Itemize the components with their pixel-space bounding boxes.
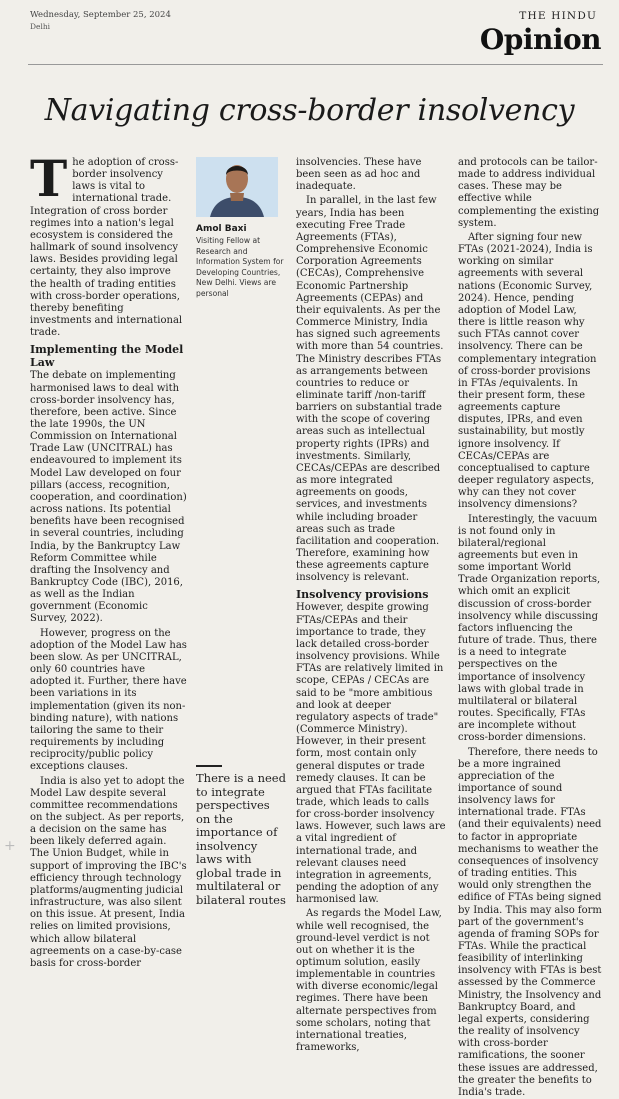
paragraph: As regards the Model Law, while well recognised, the ground-level verdict is not out on whether it is the optimum solution, easily implementable in countries with diverse economic/legal regimes. There have been alternate perspectives from some scholars, noting that international treaties, frameworks, <box>296 908 446 1054</box>
paragraph: However, despite growing FTAs/CEPAs and their importance to trade, they lack detailed cross-border insolvency provisions. While FTAs are relatively limited in scope, CEPAs / CECAs are said to be "more ambitious and look at deeper regulatory aspects of trade" (Commerce Ministry). However, in their present form, most contain only general disputes or trade remedy clauses. It can be argued that FTAs facilitate trade, which leads to calls for cross-border insolvency laws. However, such laws are a vital ingredient of international trade, and relevant clauses need integration in agreements, pending the adoption of any harmonised law. <box>296 602 446 906</box>
paragraph: Interestingly, the vacuum is not found only in bilateral/regional agreements but even in some important World Trade Organization reports, which omit an explicit discussion of cross-border insolvency while discussing factors influencing the future of trade. Thus, there is a need to integrate perspectives on the importance of insolvency laws with global trade in multilateral or bilateral routes. Specifically, FTAs are incomplete without cross-border dimensions. <box>458 514 603 745</box>
author-bio: Visiting Fellow at Research and Information System for Developing Countries, New Delhi. Views are personal <box>196 236 288 300</box>
newspaper-name: THE HINDU <box>519 10 597 22</box>
paragraph: In parallel, in the last few years, India has been executing Free Trade Agreements (FTAs), Comprehensive Economic Corporation Agreements (CECAs), Comprehensive Economic Partnership Agreements (CEPAs) and their equivalents. As per the Commerce Ministry, India has signed such agreements with more than 54 countries. The Ministry describes FTAs as arrangements between countries to reduce or eliminate tariff /non-tariff barriers on substantial trade with the scope of covering areas such as intellectual property rights (IPRs) and investments. Similarly, CECAs/CEPAs are described as more integrated agreements on goods, services, and investments while including broader areas such as trade facilitation and cooperation. Therefore, examining how these agreements capture insolvency is relevant. <box>296 195 446 584</box>
publication-date: Wednesday, September 25, 2024 <box>30 10 171 21</box>
section-title: Opinion <box>480 24 601 56</box>
paragraph: insolvencies. These have been seen as ad hoc and inadequate. <box>296 157 446 193</box>
pull-quote <box>196 765 286 855</box>
intro-paragraph: The adoption of cross-border insolvency laws is vital to international trade. Integration of cross border regimes into a nation's legal ecosystem is considered the hallmark of sound insolvency laws. Besides providing legal certainty, they also improve the health of trading entities with cross-border operations, thereby benefiting investments and international trade. <box>30 157 188 339</box>
article-column-2 <box>296 157 446 852</box>
drop-cap: T <box>30 159 67 199</box>
article-column-3 <box>458 157 603 852</box>
author-photo <box>196 157 278 217</box>
dateline <box>30 10 171 32</box>
header-divider <box>28 64 603 65</box>
paragraph: India is also yet to adopt the Model Law despite several committee recommendations on the subject. As per reports, a decision on the same has been likely deferred again. The Union Budget, while in support of improving the IBC's efficiency through technology platforms/augmenting judicial infrastructure, was also silent on this issue. At present, India relies on limited provisions, which allow bilateral agreements on a case-by-case basis for cross-border <box>30 776 188 971</box>
edition-city: Delhi <box>30 21 171 32</box>
crop-mark-icon: + <box>4 838 16 854</box>
pull-quote-text: There is a need to integrate perspectives on the importance of insolvency laws with global trade in multilateral or bilateral routes <box>196 771 286 907</box>
paragraph: Therefore, there needs to be a more ingrained appreciation of the importance of sound insolvency laws for international trade. FTAs (and their equivalents) need to factor in appropriate mechanisms to weather the consequences of insolvency of trading entities. This would only strengthen the edifice of FTAs being signed by India. This may also form part of the government's agenda of framing SOPs for FTAs. While the practical feasibility of interlinking insolvency with FTAs is best assessed by the Commerce Ministry, the Insolvency and Bankruptcy Board, and legal experts, considering the reality of insolvency with cross-border ramifications, the sooner these issues are addressed, the greater the benefits to India's trade. <box>458 747 603 1099</box>
pull-quote-rule <box>196 765 222 767</box>
portrait-image <box>196 157 278 217</box>
paragraph: After signing four new FTAs (2021-2024), India is working on similar agreements with several nations (Economic Survey, 2024). Hence, pending adoption of Model Law, there is little reason why such FTAs cannot cover insolvency. There can be complementary integration of cross-border provisions in FTAs /equivalents. In their present form, these agreements capture disputes, IPRs, and even sustainability, but mostly ignore insolvency. If CECAs/CEPAs are conceptualised to capture deeper regulatory aspects, why can they not cover insolvency dimensions? <box>458 232 603 512</box>
paragraph: The debate on implementing harmonised laws to deal with cross-border insolvency has, therefore, been active. Since the late 1990s, the UN Commission on International Trade Law (UNCITRAL) has endeavoured to implement its Model Law developed on four pillars (access, recognition, cooperation, and coordination) across nations. Its potential benefits have been recognised in several countries, including India, by the Bankruptcy Law Reform Committee while drafting the Insolvency and Bankruptcy Code (IBC), 2016, as well as the Indian government (Economic Survey, 2022). <box>30 370 188 625</box>
paragraph: and protocols can be tailor-made to address individual cases. These may be effective while complementing the existing system. <box>458 157 603 230</box>
subheading-insolvency-provisions: Insolvency provisions <box>296 588 446 601</box>
article-headline: Navigating cross-border insolvency <box>0 92 619 130</box>
paragraph: However, progress on the adoption of the Model Law has been slow. As per UNCITRAL, only 60 countries have adopted it. Further, there have been variations in its implementation (given its non-binding nature), with nations tailoring the same to their requirements by including reciprocity/public policy exceptions clauses. <box>30 628 188 774</box>
author-name: Amol Baxi <box>196 224 247 234</box>
article-column-1 <box>30 157 188 852</box>
subheading-model-law: Implementing the Model Law <box>30 343 188 369</box>
